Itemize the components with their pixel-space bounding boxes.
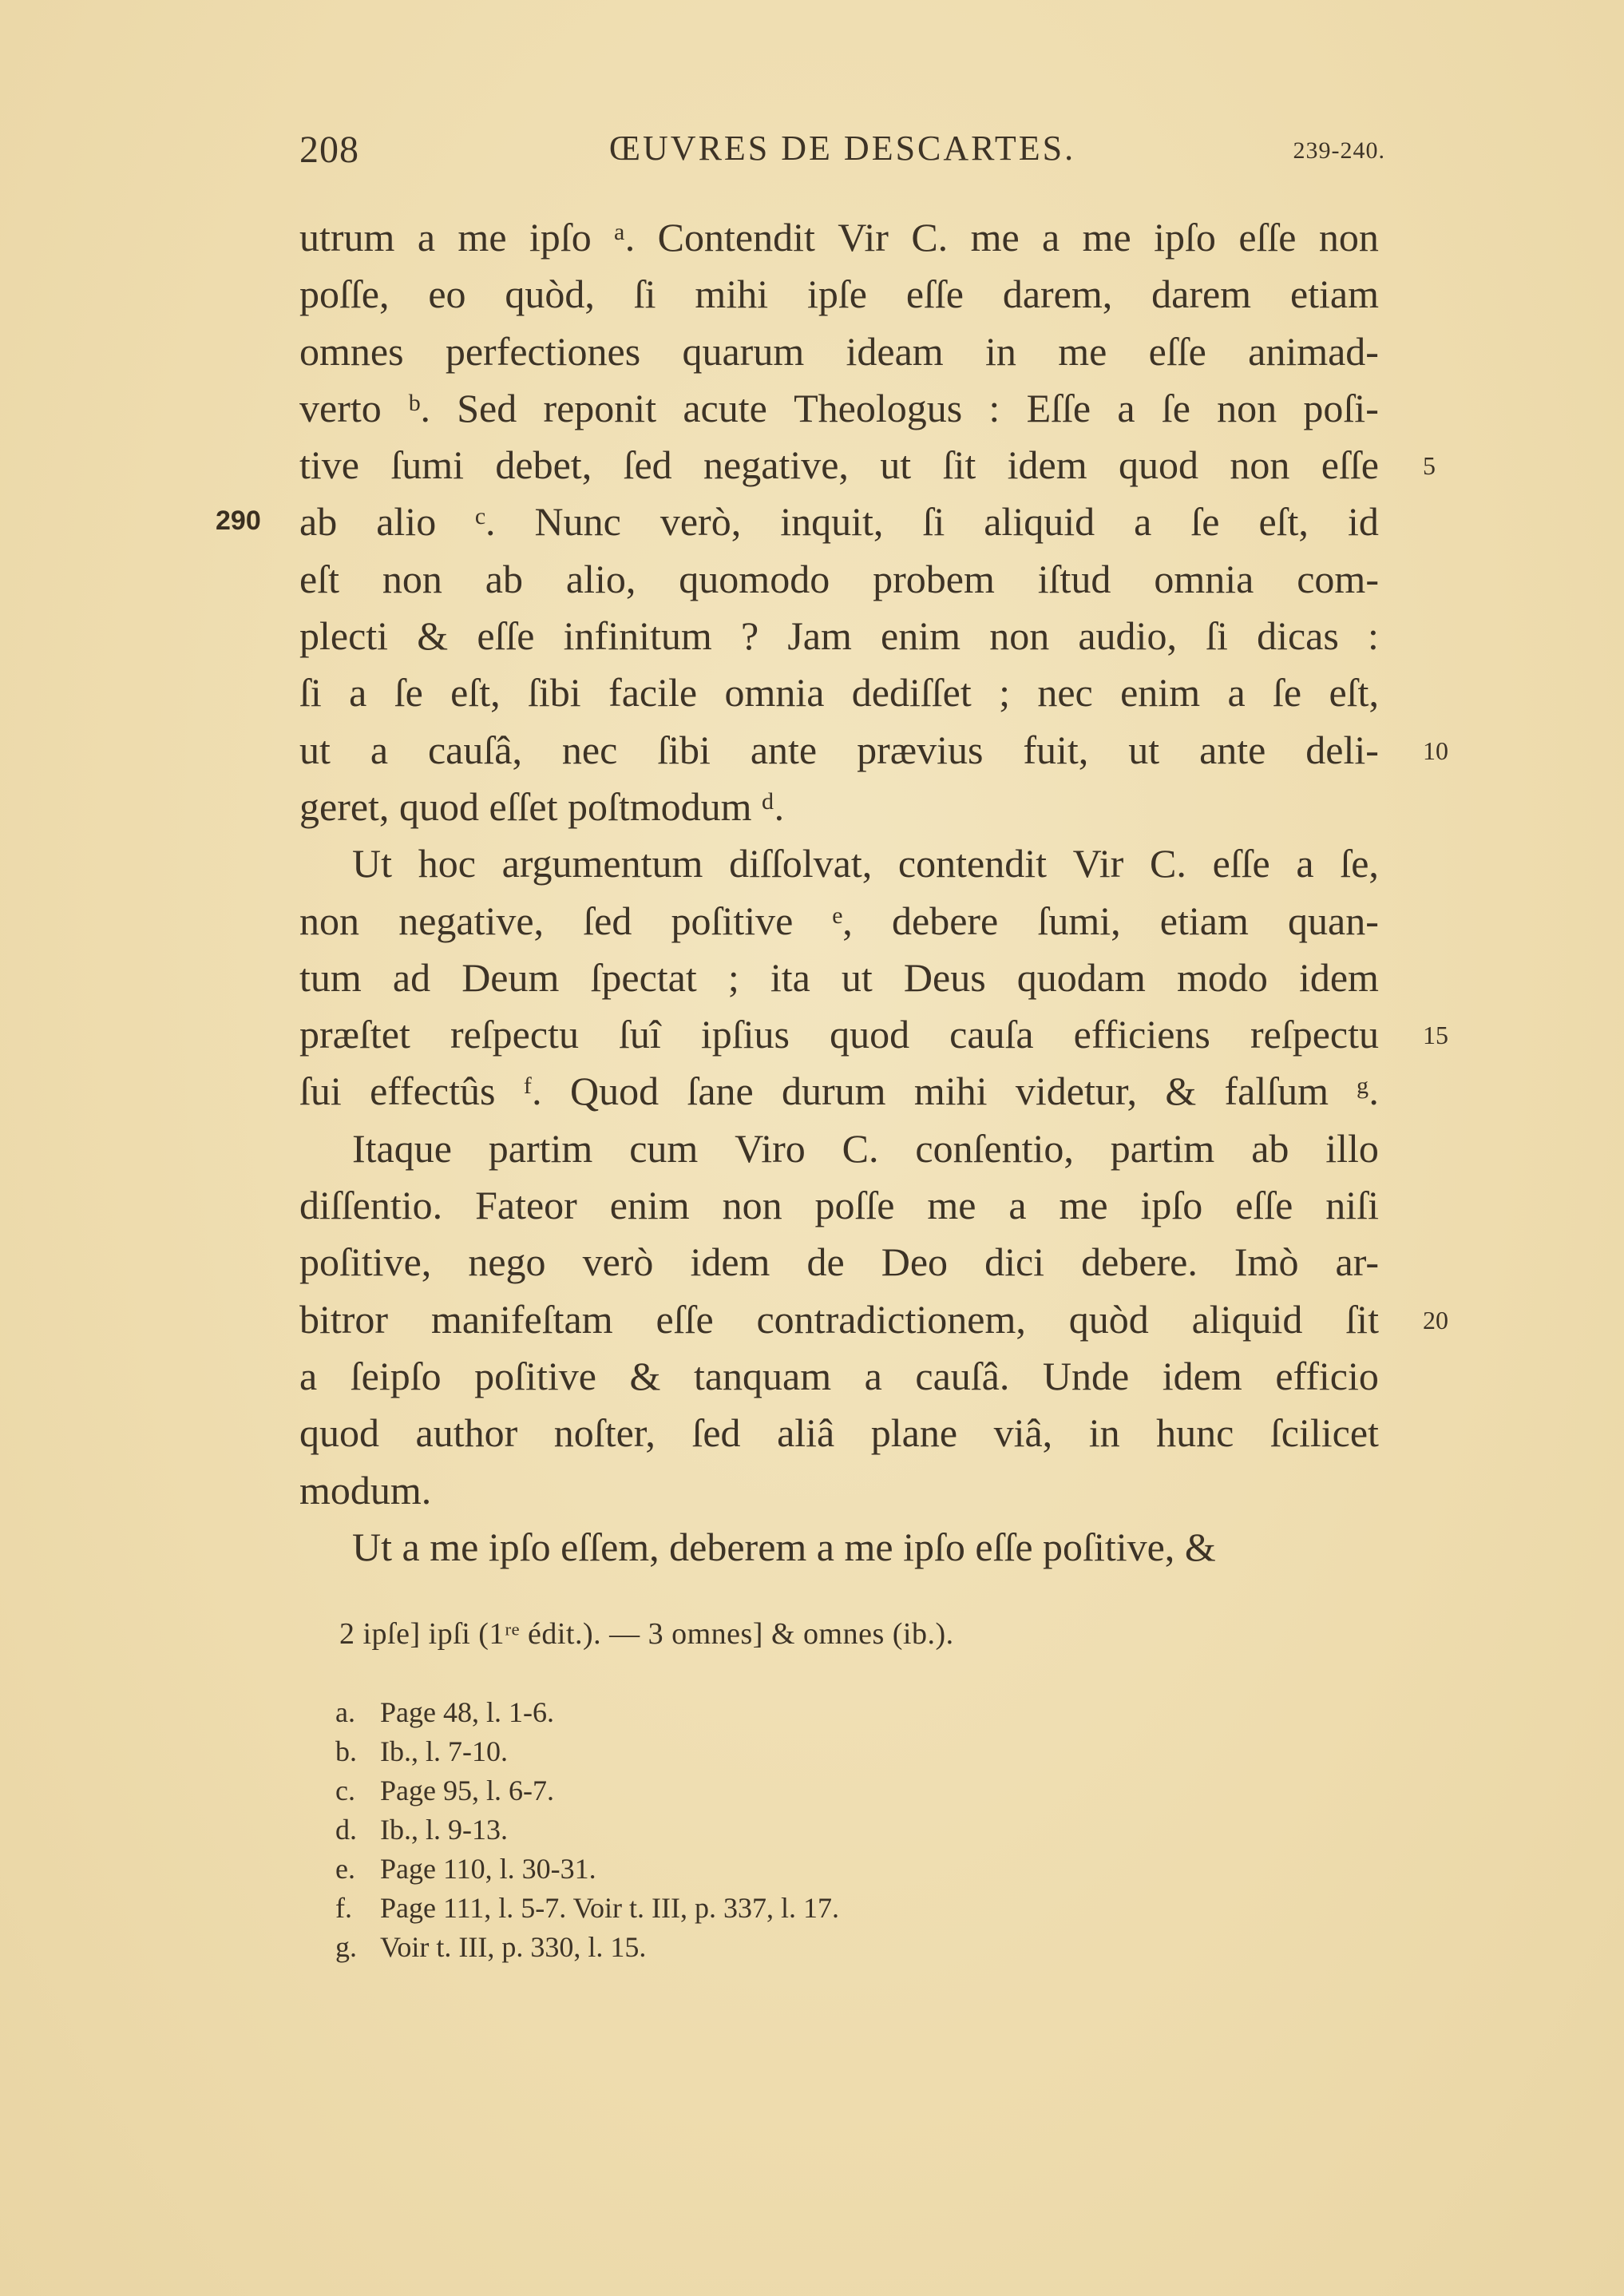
word: noſter, — [553, 1410, 656, 1456]
word: durum — [782, 1069, 886, 1114]
word: ſi — [1206, 613, 1228, 659]
word: viâ, — [993, 1410, 1053, 1456]
word: C. — [1150, 841, 1186, 886]
word: quòd, — [505, 272, 595, 317]
footnote-text: Page 111, l. 5-7. Voir t. III, p. 337, l. 17. — [380, 1892, 839, 1924]
word: nec — [1037, 670, 1093, 716]
body-line — [299, 950, 1379, 1006]
footnote-label: g. — [335, 1931, 357, 1963]
footnote — [335, 1693, 839, 1732]
word: quod — [398, 783, 489, 829]
word: Deo — [881, 1239, 949, 1285]
word: ipſo — [488, 1524, 561, 1569]
word: quod — [1119, 442, 1198, 488]
word: a — [864, 1353, 882, 1398]
word: idem — [690, 1239, 770, 1285]
footnote-text: Voir t. III, p. 330, l. 15. — [380, 1931, 647, 1963]
word: C. — [911, 215, 949, 260]
word: a — [1134, 499, 1152, 545]
word: ᵈ. — [762, 783, 785, 829]
word: me — [1058, 328, 1107, 374]
word: falſum — [1224, 1069, 1329, 1114]
body-line — [299, 722, 1379, 779]
word: me — [1059, 1183, 1108, 1228]
footnote-label: b. — [335, 1735, 357, 1767]
body-line — [299, 1405, 1379, 1461]
body-line — [299, 437, 1379, 494]
body-line — [299, 608, 1379, 664]
word: Vir — [838, 215, 889, 260]
word: reſpectu — [450, 1012, 579, 1057]
word: efficiens — [1073, 1012, 1210, 1057]
footnote — [335, 1810, 839, 1850]
word: Ut — [352, 841, 392, 886]
body-line — [299, 494, 1379, 550]
word: ipſe — [806, 272, 867, 317]
word: author — [415, 1410, 518, 1456]
word: a — [1042, 215, 1060, 260]
word: ab — [1251, 1125, 1289, 1171]
word: ipſo — [529, 215, 592, 260]
word: ſuî — [619, 1012, 661, 1057]
word: negative, — [703, 442, 849, 488]
word: cauſa — [949, 1012, 1034, 1057]
word: ſed — [623, 442, 672, 488]
word: ᵉ, — [832, 898, 853, 943]
word: ᶠ. — [523, 1069, 542, 1114]
word: eſſem, — [560, 1524, 670, 1569]
word: me — [927, 1183, 976, 1228]
word: cum — [629, 1125, 699, 1171]
footnotes — [335, 1693, 839, 1967]
footnote — [335, 1889, 839, 1928]
word: darem, — [1002, 272, 1113, 317]
word: alio — [376, 499, 437, 545]
word: ſi — [922, 499, 945, 545]
body-line — [299, 835, 1379, 892]
body-line — [299, 266, 1379, 323]
word: Jam — [787, 613, 852, 659]
word: non — [1318, 215, 1379, 260]
word: poſſe, — [299, 272, 390, 317]
word: & — [417, 613, 449, 659]
word: plane — [870, 1410, 958, 1456]
word: inquit, — [780, 499, 884, 545]
word: a — [417, 215, 436, 260]
word: a — [299, 1353, 318, 1398]
word: darem — [1151, 272, 1252, 317]
word: nec — [561, 727, 618, 772]
word: eſt, — [450, 670, 501, 716]
word: poſſe — [814, 1183, 895, 1228]
word: id — [1347, 499, 1379, 545]
word: enim — [1120, 670, 1201, 716]
body-line — [299, 893, 1379, 950]
word: ut — [880, 442, 912, 488]
word: ſed — [583, 898, 632, 943]
word: modum. — [299, 1467, 432, 1513]
word: animad- — [1248, 328, 1379, 374]
word: omnia — [1154, 556, 1254, 601]
footnote-label: f. — [335, 1892, 352, 1924]
word: dici — [984, 1239, 1045, 1285]
word: ᶜ. — [475, 499, 496, 545]
word: eſſet — [489, 783, 568, 829]
word: me — [457, 215, 507, 260]
word: manifeſtam — [430, 1296, 613, 1342]
word: a — [1227, 670, 1246, 716]
word: ſpectat — [590, 954, 697, 1000]
footnote-label: c. — [335, 1775, 355, 1806]
word: ᵇ. — [407, 385, 430, 430]
word: tive — [299, 442, 359, 488]
word: ab — [299, 499, 338, 545]
body-line — [299, 1120, 1379, 1177]
word: eſſe — [1321, 442, 1379, 488]
word: reſpectu — [1250, 1012, 1379, 1057]
footnote-text: Ib., l. 7-10. — [380, 1735, 508, 1767]
word: Itaque — [352, 1125, 452, 1171]
word: omnes — [299, 328, 404, 374]
word: a — [349, 670, 367, 716]
word: in — [1088, 1410, 1120, 1456]
word: eſſe — [1212, 841, 1270, 886]
word: negative, — [398, 898, 545, 943]
word: a — [816, 1524, 845, 1569]
word: eſſe — [1148, 328, 1206, 374]
word: acute — [683, 385, 767, 430]
word: audio, — [1078, 613, 1177, 659]
word: verto — [299, 385, 382, 430]
word: eſt, — [1329, 670, 1379, 716]
word: ut — [841, 954, 873, 1000]
word: geret, — [299, 783, 399, 829]
page-number: 208 — [299, 129, 359, 171]
word: ; — [999, 670, 1010, 716]
word: eſſe — [905, 272, 964, 317]
word: eſſe — [1238, 215, 1297, 260]
word: ipſo — [1154, 215, 1216, 260]
word: : — [988, 385, 1000, 430]
body-line — [299, 1234, 1379, 1291]
word: Vir — [1072, 841, 1124, 886]
running-title: ŒUVRES DE DESCARTES. — [608, 129, 1076, 168]
word: reponit — [543, 385, 657, 430]
word: non — [382, 556, 442, 601]
word: eſſe — [1235, 1183, 1293, 1228]
body-line — [299, 1177, 1379, 1234]
word: me — [430, 1524, 489, 1569]
word: prævius — [857, 727, 984, 772]
word: illo — [1325, 1125, 1379, 1171]
word: mihi — [913, 1069, 988, 1114]
word: Nunc — [534, 499, 621, 545]
word: Fateor — [475, 1183, 577, 1228]
word: dediſſet — [851, 670, 972, 716]
page-range: 239-240. — [1293, 137, 1385, 164]
word: ſe — [1273, 670, 1302, 716]
word: efficio — [1275, 1353, 1379, 1398]
word: ut — [1128, 727, 1160, 772]
word: iſtud — [1037, 556, 1111, 601]
word: Theologus — [794, 385, 963, 430]
word: & — [1165, 1069, 1197, 1114]
word: ſed — [691, 1410, 741, 1456]
variant-readings: 2 ipſe] ipſi (1ʳᵉ édit.). — 3 omnes] & omnes (ib.). — [339, 1617, 954, 1651]
word: me — [970, 215, 1020, 260]
word: Deus — [903, 954, 986, 1000]
word: etiam — [1289, 272, 1379, 317]
word: ad — [392, 954, 431, 1000]
word: poſitive, — [299, 1239, 432, 1285]
word: Ut — [352, 1524, 402, 1569]
word: ita — [770, 954, 810, 1000]
word: ſumi, — [1037, 898, 1121, 943]
word: præſtet — [299, 1012, 410, 1057]
word: plecti — [299, 613, 389, 659]
word: modo — [1176, 954, 1268, 1000]
word: verò, — [660, 499, 742, 545]
footnote-text: Page 110, l. 30-31. — [380, 1853, 596, 1885]
word: eſt, — [1258, 499, 1309, 545]
word: poſitive — [474, 1353, 596, 1398]
body-line — [299, 1063, 1379, 1120]
word: enim — [609, 1183, 690, 1228]
word: non — [989, 613, 1050, 659]
running-header — [299, 128, 1385, 184]
word: debere — [892, 898, 999, 943]
word: quomodo — [679, 556, 830, 601]
body-line — [299, 664, 1379, 721]
word: Deum — [461, 954, 560, 1000]
word: tum — [299, 954, 362, 1000]
footnote-label: a. — [335, 1696, 355, 1728]
word: effectûs — [370, 1069, 496, 1114]
word: dicas — [1257, 613, 1339, 659]
word: enim — [881, 613, 961, 659]
word: non — [299, 898, 359, 943]
word: in — [985, 328, 1016, 374]
word: a — [1117, 385, 1135, 430]
word: poſi- — [1303, 385, 1379, 430]
word: ſe, — [1340, 841, 1379, 886]
word: idem — [1007, 442, 1087, 488]
word: : — [1368, 613, 1379, 659]
word: hoc — [418, 841, 476, 886]
word: debere. — [1081, 1239, 1198, 1285]
word: deli- — [1305, 727, 1379, 772]
word: ſane — [687, 1069, 754, 1114]
word: ar- — [1335, 1239, 1379, 1285]
footnote — [335, 1850, 839, 1889]
word: C. — [842, 1125, 879, 1171]
word: conſentio, — [915, 1125, 1074, 1171]
word: ᵍ. — [1357, 1069, 1379, 1114]
word: quod — [830, 1012, 910, 1057]
word: eſſe — [656, 1296, 714, 1342]
word: omnia — [724, 670, 825, 716]
word: Sed — [457, 385, 517, 430]
word: ſumi — [390, 442, 465, 488]
footnote-text: Page 95, l. 6-7. — [380, 1775, 554, 1806]
word: quan- — [1288, 898, 1379, 943]
word: a — [402, 1524, 430, 1569]
word: Eſſe — [1026, 385, 1091, 430]
word: poſtmodum — [568, 783, 762, 829]
word: argumentum — [501, 841, 703, 886]
word: ante — [1199, 727, 1266, 772]
word: ſeipſo — [350, 1353, 442, 1398]
footnote-label: d. — [335, 1814, 357, 1846]
word: mihi — [695, 272, 769, 317]
word: ſcilicet — [1269, 1410, 1379, 1456]
word: cauſâ. — [915, 1353, 1010, 1398]
word: quòd — [1068, 1296, 1149, 1342]
word: Unde — [1042, 1353, 1130, 1398]
footnote-text: Ib., l. 9-13. — [380, 1814, 508, 1846]
word: poſitive, — [1043, 1524, 1185, 1569]
word: ſe — [1190, 499, 1220, 545]
body-line — [299, 551, 1379, 608]
word: probem — [873, 556, 995, 601]
word: ideam — [846, 328, 944, 374]
word: & — [629, 1353, 661, 1398]
body-line — [299, 380, 1379, 437]
word: a — [370, 727, 389, 772]
word: ſit — [942, 442, 976, 488]
body-line — [299, 1519, 1379, 1576]
body-line — [299, 1291, 1379, 1348]
word: videtur, — [1015, 1069, 1137, 1114]
word: perfectiones — [445, 328, 641, 374]
word: idem — [1298, 954, 1379, 1000]
footnote-label: e. — [335, 1853, 355, 1885]
word: non — [1217, 385, 1277, 430]
word: non — [722, 1183, 782, 1228]
body-text — [299, 209, 1379, 1576]
footnote — [335, 1732, 839, 1771]
word: contradictionem, — [756, 1296, 1026, 1342]
word: quarum — [682, 328, 805, 374]
word: utrum — [299, 215, 395, 260]
word: non — [1230, 442, 1290, 488]
word: partim — [488, 1125, 593, 1171]
word: eſſe — [477, 613, 535, 659]
word: facile — [608, 670, 698, 716]
word: diſſentio. — [299, 1183, 443, 1228]
word: cauſâ, — [427, 727, 522, 772]
word: ante — [750, 727, 818, 772]
word: tanquam — [693, 1353, 832, 1398]
body-line — [299, 779, 1379, 835]
word: Imò — [1234, 1239, 1299, 1285]
word: ſi — [633, 272, 656, 317]
line-number: 20 — [1423, 1305, 1448, 1334]
word: ᵃ. — [614, 215, 636, 260]
word: aliquid — [1191, 1296, 1303, 1342]
word: me — [1082, 215, 1131, 260]
word: Contendit — [657, 215, 815, 260]
word: etiam — [1159, 898, 1249, 943]
word: contendit — [897, 841, 1047, 886]
word: nego — [468, 1239, 546, 1285]
word: a — [1296, 841, 1314, 886]
word: ? — [740, 613, 759, 659]
word: ipſo — [903, 1524, 976, 1569]
word: diſſolvat, — [729, 841, 873, 886]
word: ſibi — [528, 670, 581, 716]
word: Viro — [735, 1125, 806, 1171]
word: partim — [1110, 1125, 1215, 1171]
word: me — [844, 1524, 904, 1569]
line-number: 10 — [1423, 736, 1448, 765]
word: ſe — [394, 670, 423, 716]
word: ſit — [1345, 1296, 1379, 1342]
word: a — [1008, 1183, 1027, 1228]
footnote-text: Page 48, l. 1-6. — [380, 1696, 554, 1728]
word: aliâ — [777, 1410, 835, 1456]
body-line — [299, 1006, 1379, 1063]
word: fuit, — [1023, 727, 1089, 772]
body-line — [299, 323, 1379, 380]
word: poſitive — [671, 898, 794, 943]
word: Quod — [570, 1069, 660, 1114]
word: deberem — [669, 1524, 817, 1569]
word: ipſo — [1140, 1183, 1203, 1228]
word: de — [806, 1239, 845, 1285]
line-number: 15 — [1423, 1021, 1448, 1050]
footnote — [335, 1928, 839, 1967]
word: ſibi — [657, 727, 711, 772]
word: ut — [299, 727, 331, 772]
word: hunc — [1156, 1410, 1234, 1456]
word: eſſe — [975, 1524, 1044, 1569]
word: ab — [485, 556, 523, 601]
footnote — [335, 1771, 839, 1810]
word: aliquid — [984, 499, 1095, 545]
body-line — [299, 1348, 1379, 1405]
body-line — [299, 209, 1379, 266]
word: eo — [428, 272, 466, 317]
word: idem — [1162, 1353, 1242, 1398]
word: com- — [1297, 556, 1379, 601]
word: infinitum — [563, 613, 712, 659]
word: niſi — [1325, 1183, 1379, 1228]
line-number: 5 — [1423, 451, 1436, 481]
word: alio, — [565, 556, 636, 601]
margin-page-number: 290 — [216, 505, 261, 536]
word: ipſius — [700, 1012, 790, 1057]
word: eſt — [299, 556, 339, 601]
word: ſi — [299, 670, 322, 716]
word: debet, — [495, 442, 592, 488]
word: ſe — [1161, 385, 1190, 430]
word: bitror — [299, 1296, 389, 1342]
body-line — [299, 1462, 1379, 1519]
word: & — [1184, 1524, 1216, 1569]
word: ſui — [299, 1069, 342, 1114]
word: verò — [582, 1239, 654, 1285]
word: quod — [299, 1410, 379, 1456]
word: ; — [727, 954, 739, 1000]
word: quodam — [1016, 954, 1146, 1000]
